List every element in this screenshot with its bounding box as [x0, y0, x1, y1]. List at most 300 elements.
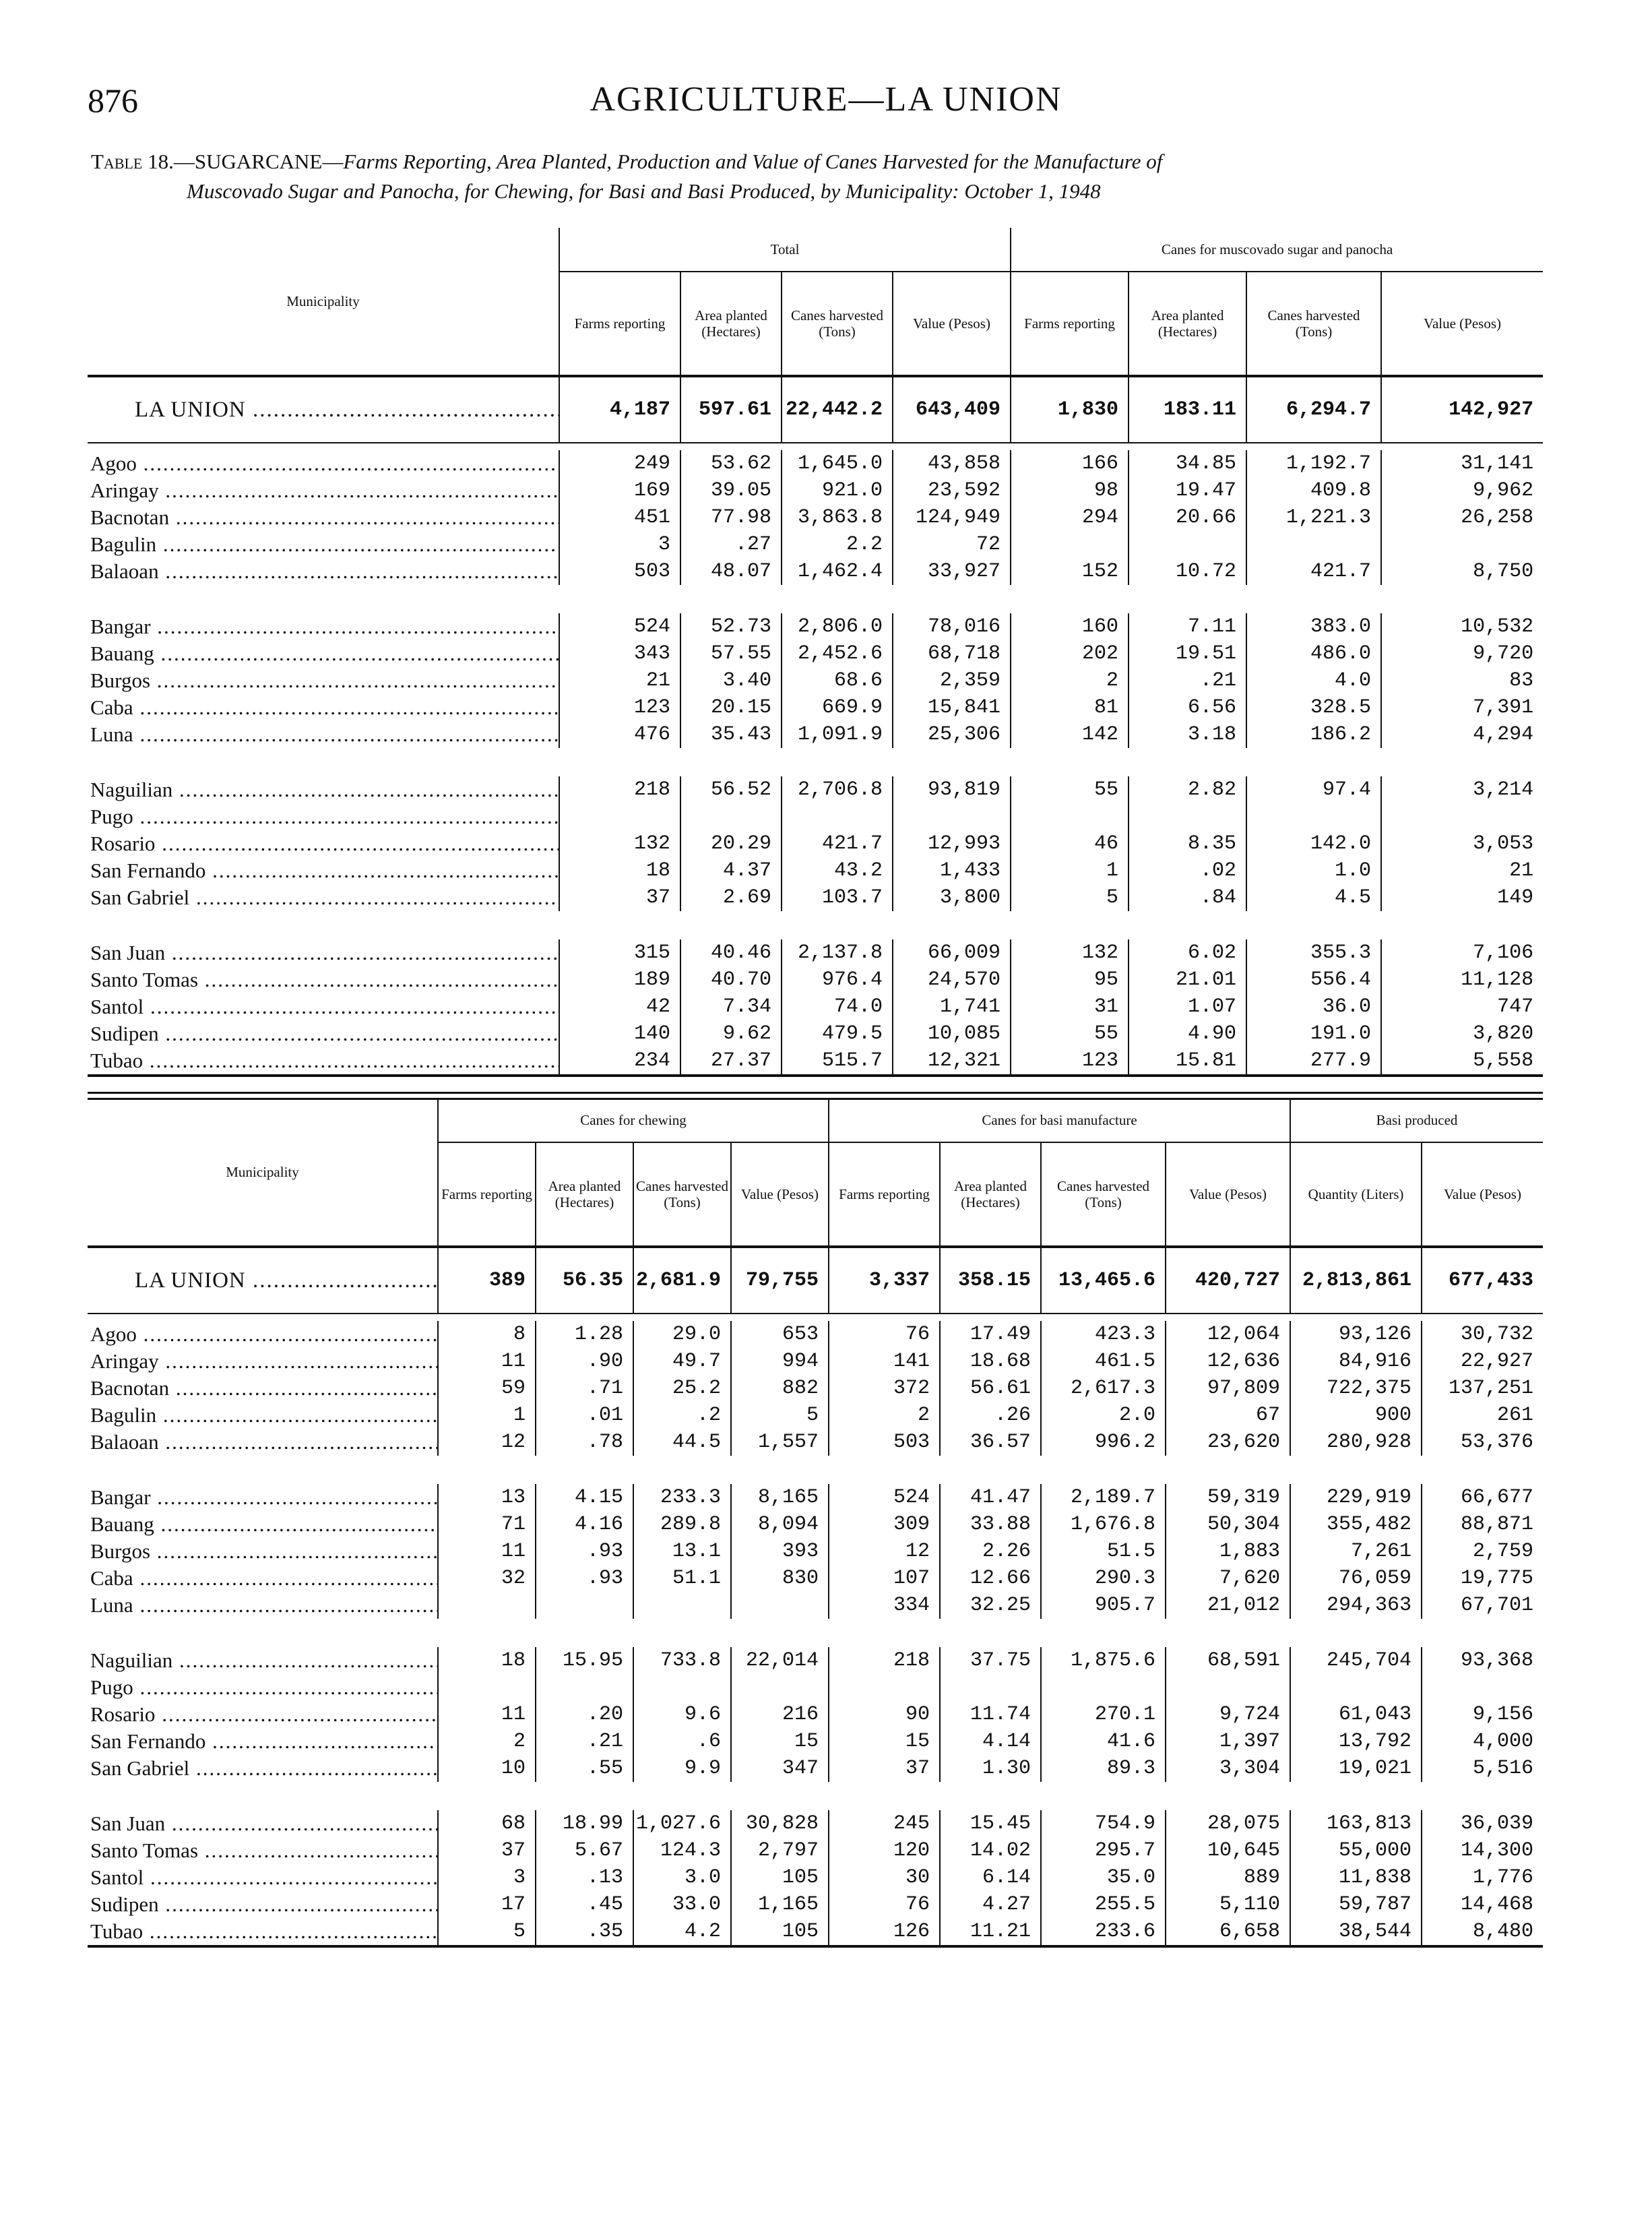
table-cell: 486.0	[1246, 640, 1381, 667]
table-cell: 12.66	[940, 1565, 1041, 1592]
table-row	[88, 939, 1543, 966]
table-cell: 56.61	[940, 1375, 1041, 1402]
table-cell: 120	[829, 1837, 940, 1864]
table-cell	[1166, 1674, 1290, 1701]
table-cell: 25.2	[633, 1375, 731, 1402]
table-cell: .45	[536, 1891, 633, 1918]
table-cell: 12,993	[893, 830, 1011, 857]
municipality-label: San Fernando .....	[90, 859, 559, 883]
municipality-name	[88, 1484, 438, 1511]
table-cell: 420,727	[1166, 1247, 1290, 1314]
table-cell: 53.62	[680, 450, 782, 477]
municipality-name	[88, 1837, 438, 1864]
table-cell: 4,294	[1381, 721, 1543, 748]
table-row	[88, 667, 1543, 694]
table-row	[88, 1592, 1543, 1619]
table-cell: 3,053	[1381, 830, 1543, 857]
table-cell: 1.07	[1129, 993, 1246, 1020]
table-cell: .13	[536, 1864, 633, 1891]
table-cell: 2.2	[782, 531, 893, 558]
table-cell: 22,927	[1422, 1348, 1543, 1375]
table-row	[88, 884, 1543, 911]
table-cell: 27.37	[680, 1047, 782, 1076]
table-cell: .71	[536, 1375, 633, 1402]
table-cell: 66,009	[893, 939, 1011, 966]
table-cell: 3	[559, 531, 680, 558]
table-cell: .27	[680, 531, 782, 558]
table-cell: 25,306	[893, 721, 1011, 748]
table-cell: 57.55	[680, 640, 782, 667]
table-cell: 3.18	[1129, 721, 1246, 748]
table-cell: 218	[829, 1647, 940, 1674]
table-cell: 976.4	[782, 966, 893, 993]
table-cell: 9,962	[1381, 477, 1543, 504]
table-cell: 233.6	[1041, 1918, 1166, 1946]
table-cell: 233.3	[633, 1484, 731, 1511]
table-cell: 8	[438, 1321, 536, 1348]
table-row	[88, 1674, 1543, 1701]
table-cell: 93,819	[893, 776, 1011, 803]
table-row	[88, 830, 1543, 857]
municipality-name	[88, 1864, 438, 1891]
municipality-name	[88, 558, 559, 585]
municipality-name	[88, 1321, 438, 1348]
table-cell: 15	[829, 1728, 940, 1755]
municipality-name	[88, 640, 559, 667]
table-cell: 5,558	[1381, 1047, 1543, 1076]
table-cell: 98	[1011, 477, 1129, 504]
table-cell: 11.74	[940, 1701, 1041, 1728]
table-cell: 643,409	[893, 376, 1011, 443]
table-row	[88, 504, 1543, 531]
table-cell: 747	[1381, 993, 1543, 1020]
table-cell: 389	[438, 1247, 536, 1314]
table-row	[88, 1837, 1543, 1864]
table-cell: 295.7	[1041, 1837, 1166, 1864]
municipality-label: Burgos .....	[90, 669, 559, 693]
table-cell	[1246, 803, 1381, 830]
municipality-label: Bauang .....	[90, 642, 559, 666]
table-cell: 4.16	[536, 1511, 633, 1538]
table-cell: 2,452.6	[782, 640, 893, 667]
table-cell: 722,375	[1290, 1375, 1422, 1402]
table-cell: 37.75	[940, 1647, 1041, 1674]
table-cell: 4.90	[1129, 1020, 1246, 1047]
table-cell: 88,871	[1422, 1511, 1543, 1538]
table-row	[88, 1047, 1543, 1076]
table-row	[88, 1020, 1543, 1047]
caption-line-2: Muscovado Sugar and Panocha, for Chewing, for Basi and Basi Produced, by Municipality: October 1, 1948	[187, 179, 1101, 203]
table-cell: 14,468	[1422, 1891, 1543, 1918]
table-cell: 4.37	[680, 857, 782, 884]
table-cell: 754.9	[1041, 1810, 1166, 1837]
municipality-label: Naguilian .....	[90, 1648, 437, 1673]
column-header: Area planted (Hectares)	[1129, 272, 1246, 376]
table-cell: 4.15	[536, 1484, 633, 1511]
group-header-basi-manufacture: Canes for basi manufacture	[829, 1099, 1290, 1142]
table-cell	[940, 1674, 1041, 1701]
table-cell: 36.0	[1246, 993, 1381, 1020]
municipality-name	[88, 1755, 438, 1782]
municipality-label: Tubao .....	[90, 1919, 437, 1944]
table-row	[88, 477, 1543, 504]
municipality-name	[88, 1647, 438, 1674]
caption-line-1: Farms Reporting, Area Planted, Production and Value of Canes Harvested for the Manufacture of	[343, 150, 1163, 173]
table-cell: 4.5	[1246, 884, 1381, 911]
column-header: Farms reporting	[1011, 272, 1129, 376]
table-cell: .21	[1129, 667, 1246, 694]
table-cell: 2	[829, 1402, 940, 1429]
municipality-label: Rosario .....	[90, 832, 559, 856]
table-cell: 358.15	[940, 1247, 1041, 1314]
table-cell: 169	[559, 477, 680, 504]
spacer-cell	[88, 585, 1543, 613]
table-cell: .6	[633, 1728, 731, 1755]
table-cell: 35.0	[1041, 1864, 1166, 1891]
municipality-label: Caba .....	[90, 1566, 437, 1590]
table-cell	[680, 803, 782, 830]
table-cell: 476	[559, 721, 680, 748]
municipality-label: LA UNION .....	[135, 1268, 437, 1293]
column-header: Canes harvested (Tons)	[633, 1142, 731, 1247]
table-cell: 6.02	[1129, 939, 1246, 966]
table-cell: 55	[1011, 1020, 1129, 1047]
table-cell: 524	[559, 613, 680, 640]
municipality-name	[88, 966, 559, 993]
municipality-label: Luna .....	[90, 722, 559, 747]
table-cell: 3,304	[1166, 1755, 1290, 1782]
table-cell	[1381, 531, 1543, 558]
table-cell: 3,214	[1381, 776, 1543, 803]
table-caption	[91, 147, 1539, 206]
table-row	[88, 1484, 1543, 1511]
table-cell: 294	[1011, 504, 1129, 531]
municipality-name	[88, 1565, 438, 1592]
table-cell: 38,544	[1290, 1918, 1422, 1946]
table-cell: 142,927	[1381, 376, 1543, 443]
table-cell: 12	[438, 1429, 536, 1456]
table-bottom	[88, 1099, 1543, 1948]
table-cell: 309	[829, 1511, 940, 1538]
table-cell: 44.5	[633, 1429, 731, 1456]
table-cell: 383.0	[1246, 613, 1381, 640]
table-cell: 13,465.6	[1041, 1247, 1166, 1314]
table-cell: 1,221.3	[1246, 504, 1381, 531]
table-cell: 20.29	[680, 830, 782, 857]
table-cell: 95	[1011, 966, 1129, 993]
table-cell: 59,787	[1290, 1891, 1422, 1918]
table-cell: 68.6	[782, 667, 893, 694]
table-cell: 74.0	[782, 993, 893, 1020]
table-cell: 3,800	[893, 884, 1011, 911]
table-cell: 49.7	[633, 1348, 731, 1375]
table-cell: 2.82	[1129, 776, 1246, 803]
table-cell: 7,391	[1381, 694, 1543, 721]
table-cell: 152	[1011, 558, 1129, 585]
municipality-label: Bagulin .....	[90, 1403, 437, 1427]
table-row	[88, 694, 1543, 721]
municipality-name	[88, 830, 559, 857]
municipality-label: Naguilian .....	[90, 778, 559, 802]
spacer-row	[88, 1782, 1543, 1810]
municipality-label: Burgos .....	[90, 1539, 437, 1564]
table-cell: 4.2	[633, 1918, 731, 1946]
table-cell: 8,094	[731, 1511, 829, 1538]
table-cell: 479.5	[782, 1020, 893, 1047]
table-cell: 245	[829, 1810, 940, 1837]
table-cell: 10,085	[893, 1020, 1011, 1047]
table-cell: 10,532	[1381, 613, 1543, 640]
table-cell: 97,809	[1166, 1375, 1290, 1402]
table-cell: 26,258	[1381, 504, 1543, 531]
table-cell: 515.7	[782, 1047, 893, 1076]
page-title: AGRICULTURE—LA UNION	[590, 80, 1062, 119]
municipality-name	[88, 1429, 438, 1456]
table-cell: 149	[1381, 884, 1543, 911]
table-cell: .78	[536, 1429, 633, 1456]
table-cell: 1,027.6	[633, 1810, 731, 1837]
table-cell: 315	[559, 939, 680, 966]
table-cell: 2,797	[731, 1837, 829, 1864]
spacer-row	[88, 1314, 1543, 1321]
table-cell: 9.9	[633, 1755, 731, 1782]
table-cell: .84	[1129, 884, 1246, 911]
table-cell: 1,776	[1422, 1864, 1543, 1891]
table-cell: 2,617.3	[1041, 1375, 1166, 1402]
table-cell	[731, 1674, 829, 1701]
municipality-name	[88, 993, 559, 1020]
table-cell: 372	[829, 1375, 940, 1402]
table-cell: 7,261	[1290, 1538, 1422, 1565]
spacer-cell	[88, 1456, 1543, 1484]
table-cell: 347	[731, 1755, 829, 1782]
column-header: Farms reporting	[438, 1142, 536, 1247]
table-cell: 19,021	[1290, 1755, 1422, 1782]
table-cell: 11	[438, 1701, 536, 1728]
table-cell: 137,251	[1422, 1375, 1543, 1402]
table-cell: 277.9	[1246, 1047, 1381, 1076]
table-cell: 10	[438, 1755, 536, 1782]
table-cell: 451	[559, 504, 680, 531]
table-row	[88, 1647, 1543, 1674]
table-cell: 29.0	[633, 1321, 731, 1348]
table-cell: 328.5	[1246, 694, 1381, 721]
municipality-label: San Gabriel .....	[90, 1756, 437, 1781]
table-cell: 34.85	[1129, 450, 1246, 477]
table-cell: 21	[1381, 857, 1543, 884]
table-cell: 2.26	[940, 1538, 1041, 1565]
table-cell: 84,916	[1290, 1348, 1422, 1375]
table-cell: 13.1	[633, 1538, 731, 1565]
table-cell: 55	[1011, 776, 1129, 803]
table-cell: 23,620	[1166, 1429, 1290, 1456]
table-cell: 81	[1011, 694, 1129, 721]
spacer-row	[88, 1456, 1543, 1484]
municipality-name	[88, 1810, 438, 1837]
table-cell: 186.2	[1246, 721, 1381, 748]
municipality-label: Agoo .....	[90, 1322, 437, 1347]
table-cell: 15.81	[1129, 1047, 1246, 1076]
municipality-name	[88, 939, 559, 966]
table-cell	[893, 803, 1011, 830]
table-cell: 40.46	[680, 939, 782, 966]
municipality-name	[88, 667, 559, 694]
table-cell: 132	[559, 830, 680, 857]
table-cell: 77.98	[680, 504, 782, 531]
table-cell: 20.66	[1129, 504, 1246, 531]
table-cell: 93,126	[1290, 1321, 1422, 1348]
table-cell: 921.0	[782, 477, 893, 504]
table-cell: 653	[731, 1321, 829, 1348]
table-row	[88, 1538, 1543, 1565]
table-cell: 43,858	[893, 450, 1011, 477]
table-row	[88, 1321, 1543, 1348]
column-header: Quantity (Liters)	[1290, 1142, 1422, 1247]
table-cell: 3,820	[1381, 1020, 1543, 1047]
spacer-cell	[88, 1619, 1543, 1647]
table-cell: 2,137.8	[782, 939, 893, 966]
table-cell: 33.88	[940, 1511, 1041, 1538]
table-cell: 4,187	[559, 376, 680, 443]
table-cell: 8.35	[1129, 830, 1246, 857]
table-cell: 421.7	[1246, 558, 1381, 585]
table-cell	[438, 1592, 536, 1619]
table-cell: 289.8	[633, 1511, 731, 1538]
table-cell: 218	[559, 776, 680, 803]
table-cell: 142.0	[1246, 830, 1381, 857]
table-cell: 1,462.4	[782, 558, 893, 585]
table-cell: 355.3	[1246, 939, 1381, 966]
table-cell: 1.28	[536, 1321, 633, 1348]
table-cell: 245,704	[1290, 1647, 1422, 1674]
table-cell: 35.43	[680, 721, 782, 748]
table-cell: 15,841	[893, 694, 1011, 721]
table-cell: 78,016	[893, 613, 1011, 640]
table-cell: 56.35	[536, 1247, 633, 1314]
table-cell: 14,300	[1422, 1837, 1543, 1864]
table-cell: 52.73	[680, 613, 782, 640]
table-cell: 37	[829, 1755, 940, 1782]
table-cell: 132	[1011, 939, 1129, 966]
table-cell: 234	[559, 1047, 680, 1076]
column-header: Value (Pesos)	[1166, 1142, 1290, 1247]
table-cell: 15	[731, 1728, 829, 1755]
table-cell: 140	[559, 1020, 680, 1047]
table-cell: 76,059	[1290, 1565, 1422, 1592]
table-cell	[731, 1592, 829, 1619]
table-cell: 22,014	[731, 1647, 829, 1674]
municipality-header: Municipality	[88, 1099, 438, 1247]
table-cell: 142	[1011, 721, 1129, 748]
table-cell: 18.68	[940, 1348, 1041, 1375]
table-cell: 5.67	[536, 1837, 633, 1864]
municipality-name	[88, 1891, 438, 1918]
table-cell: .02	[1129, 857, 1246, 884]
table-cell	[1129, 531, 1246, 558]
table-cell: 1,875.6	[1041, 1647, 1166, 1674]
table-cell: 166	[1011, 450, 1129, 477]
table-cell: 33,927	[893, 558, 1011, 585]
table-cell: 270.1	[1041, 1701, 1166, 1728]
group-header-total: Total	[559, 228, 1011, 272]
table-cell	[1422, 1674, 1543, 1701]
table-cell: 3,863.8	[782, 504, 893, 531]
municipality-label: Aringay .....	[90, 1349, 437, 1373]
table-cell: 20.15	[680, 694, 782, 721]
table-cell: 6,294.7	[1246, 376, 1381, 443]
table-row	[88, 776, 1543, 803]
spacer-row	[88, 585, 1543, 613]
table-cell: 43.2	[782, 857, 893, 884]
table-cell: 503	[559, 558, 680, 585]
table-cell: 7.34	[680, 993, 782, 1020]
table-cell: .2	[633, 1402, 731, 1429]
total-row	[88, 376, 1543, 443]
table-cell: 889	[1166, 1864, 1290, 1891]
table-cell	[829, 1674, 940, 1701]
table-cell: 249	[559, 450, 680, 477]
table-cell: 12,064	[1166, 1321, 1290, 1348]
table-cell: .21	[536, 1728, 633, 1755]
table-cell	[633, 1592, 731, 1619]
table-cell: 9,156	[1422, 1701, 1543, 1728]
table-row	[88, 1375, 1543, 1402]
table-cell: 5	[731, 1402, 829, 1429]
column-header: Value (Pesos)	[731, 1142, 829, 1247]
table-row	[88, 1565, 1543, 1592]
table-cell: .20	[536, 1701, 633, 1728]
table-cell: 2	[1011, 667, 1129, 694]
column-header: Value (Pesos)	[1422, 1142, 1543, 1247]
table-cell	[1381, 803, 1543, 830]
table-cell: 5,110	[1166, 1891, 1290, 1918]
table-cell: 6,658	[1166, 1918, 1290, 1946]
table-row	[88, 1864, 1543, 1891]
table-cell: 19.47	[1129, 477, 1246, 504]
table-row	[88, 1728, 1543, 1755]
table-cell: 503	[829, 1429, 940, 1456]
municipality-label: Bauang .....	[90, 1512, 437, 1537]
municipality-label: Luna .....	[90, 1593, 437, 1617]
table-cell: 10,645	[1166, 1837, 1290, 1864]
table-cell: 9.6	[633, 1701, 731, 1728]
table-cell: 343	[559, 640, 680, 667]
municipality-name	[88, 1728, 438, 1755]
table-cell: 996.2	[1041, 1429, 1166, 1456]
table-cell: 423.3	[1041, 1321, 1166, 1348]
table-cell: .01	[536, 1402, 633, 1429]
table-cell: 5,516	[1422, 1755, 1543, 1782]
table-cell	[536, 1674, 633, 1701]
municipality-name	[88, 1511, 438, 1538]
municipality-label: Pugo .....	[90, 805, 559, 829]
table-cell: .26	[940, 1402, 1041, 1429]
municipality-label: Rosario .....	[90, 1702, 437, 1727]
spacer-row	[88, 443, 1543, 450]
municipality-name	[88, 613, 559, 640]
table-cell: 39.05	[680, 477, 782, 504]
municipality-name	[88, 694, 559, 721]
table-cell: 68	[438, 1810, 536, 1837]
table-cell: 42	[559, 993, 680, 1020]
total-row	[88, 1247, 1543, 1314]
municipality-name	[88, 884, 559, 911]
municipality-label: Santol .....	[90, 1865, 437, 1890]
table-cell: 50,304	[1166, 1511, 1290, 1538]
table-cell: 4.14	[940, 1728, 1041, 1755]
table-cell: 2,681.9	[633, 1247, 731, 1314]
municipality-name	[88, 1047, 559, 1076]
